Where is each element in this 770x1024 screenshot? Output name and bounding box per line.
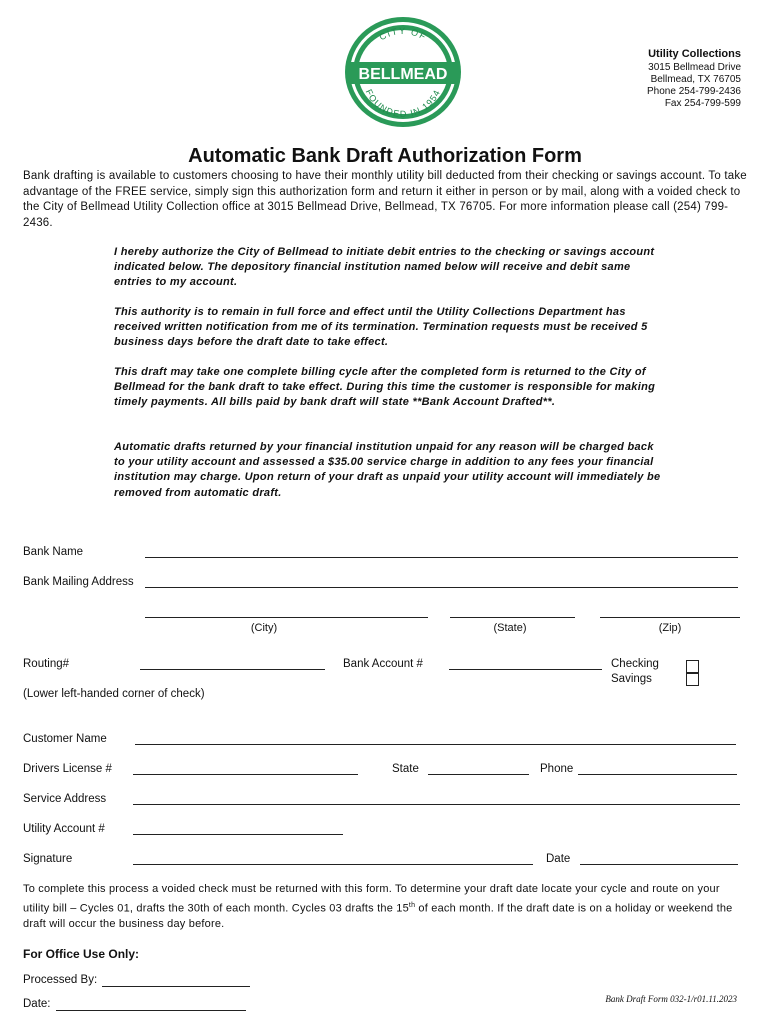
billing-cycle-paragraph: This draft may take one complete billing cycle after the completed form is returned to the City of Bellmead for the bank draft to take effect. During this time the customer is responsible for making timely payments. All bills paid by bank draft will state **Bank Account Drafted**. [114,366,656,409]
phone-field[interactable] [578,774,737,775]
signature-field[interactable] [133,864,533,865]
license-state-label: State [392,763,419,775]
service-address-label: Service Address [23,793,107,805]
bank-name-label: Bank Name [23,546,84,558]
org-address-line1: 3015 Bellmead Drive [648,62,741,73]
checking-label: Checking [611,658,659,670]
signature-date-field[interactable] [580,864,738,865]
city-of-bellmead-seal [343,15,463,129]
svg-text:FOUNDED IN 1954: FOUNDED IN 1954 [363,87,443,120]
utility-account-field[interactable] [133,834,343,835]
processed-by-field[interactable] [102,986,250,987]
savings-label: Savings [611,673,652,685]
intro-paragraph: Bank drafting is available to customers choosing to have their monthly utility bill deducted from their checking or savings account. To take advantage of the FREE service, simply sign this authorization form and return it either in person or by mail, along with a voided check to the City of Bellmead Utility Collection office at 3015 Bellmead Drive, Bellmead, TX 76705. For more information please call (254) 799-2436. [23,170,747,229]
svg-text:CITY OF: CITY OF [377,25,429,43]
savings-checkbox[interactable] [686,673,699,686]
phone-label: Phone [540,763,574,775]
draft-date-instructions: To complete this process a voided check must be returned with this form. To determine your draft date locate your cycle and route on your utility bill – Cycles 01, drafts the 30th of each month. Cycles 03 drafts the 15th of each month. If the draft date is on a holiday or weekend the draft will occur the business day before. [23,883,733,930]
bank-name-field[interactable] [145,557,738,558]
org-name: Utility Collections [648,48,741,60]
returned-drafts-paragraph: Automatic drafts returned by your financial institution unpaid for any reason will be charged back to your utility account and assessed a $35.00 service charge in addition to any fees your financial institution may charge. Upon return of your draft as unpaid your utility account will immediately be removed from automatic draft. [114,441,661,499]
authority-term-paragraph: This authority is to remain in full force and effect until the Utility Collections Department has received written notification from me of its termination. Termination requests must be received 5 business days before the draft date to take effect. [114,306,648,349]
bank-account-number-field[interactable] [449,669,602,670]
city-caption: (City) [250,622,278,634]
form-revision-footer: Bank Draft Form 032-1/r01.11.2023 [605,994,737,1004]
license-state-field[interactable] [428,774,529,775]
office-date-label: Date: [23,998,51,1010]
utility-account-label: Utility Account # [23,823,105,835]
form-title: Automatic Bank Draft Authorization Form [188,145,582,167]
customer-name-label: Customer Name [23,733,107,745]
signature-date-label: Date [546,853,571,865]
drivers-license-label: Drivers License # [23,763,112,775]
org-fax: Fax 254-799-599 [664,98,741,109]
authorization-paragraph: I hereby authorize the City of Bellmead to initiate debit entries to the checking or savings account indicated below. The depository financial institution named below will receive and debit same entries to my account. [114,246,655,289]
routing-label: Routing# [23,658,70,670]
bank-city-field[interactable] [145,617,428,618]
signature-label: Signature [23,853,73,865]
org-address-block [647,48,741,110]
bank-mailing-address-field[interactable] [145,587,738,588]
customer-name-field[interactable] [135,744,736,745]
routing-note: (Lower left-handed corner of check) [23,688,205,700]
zip-caption: (Zip) [658,622,682,634]
routing-number-field[interactable] [140,669,325,670]
org-phone: Phone 254-799-2436 [647,86,741,97]
service-address-field[interactable] [133,804,740,805]
state-caption: (State) [493,622,527,634]
processed-by-label: Processed By: [23,974,98,986]
bank-account-label: Bank Account # [343,658,423,670]
svg-text:BELLMEAD: BELLMEAD [358,66,448,83]
bank-mailing-address-label: Bank Mailing Address [23,576,134,588]
office-use-heading: For Office Use Only: [23,947,140,961]
checking-checkbox[interactable] [686,660,699,673]
bank-zip-field[interactable] [600,617,740,618]
drivers-license-field[interactable] [133,774,358,775]
org-address-line2: Bellmead, TX 76705 [650,74,741,85]
office-date-field[interactable] [56,1010,246,1011]
bank-state-field[interactable] [450,617,575,618]
